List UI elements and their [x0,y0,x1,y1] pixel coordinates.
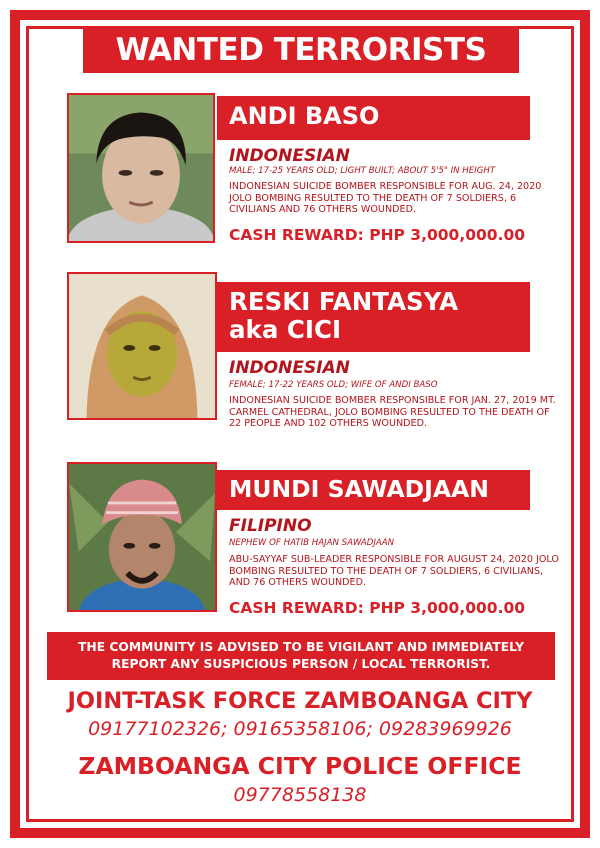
suspect-1-description: INDONESIAN SUICIDE BOMBER RESPONSIBLE FOR AUG. 24, 2020 JOLO BOMBING RESULTED TO THE DEATH OF 7 SOLDIERS, 6 CIVILIANS AND 76 OTHERS WOUNDED. [229,181,542,215]
suspect-3-details: NEPHEW OF HATIB HAJAN SAWADJAAN [229,538,395,548]
suspect-1-nationality: INDONESIAN [229,146,350,166]
suspect-2-photo [67,272,217,420]
advisory-line-1: THE COMMUNITY IS ADVISED TO BE VIGILANT AND IMMEDIATELY [78,640,524,654]
suspect-3-description: ABU-SAYYAF SUB-LEADER RESPONSIBLE FOR AUGUST 24, 2020 JOLO BOMBING RESULTED TO THE DEATH OF 7 SOLDIERS, 6 CIVILIANS, AND 76 OTHERS WOUNDED. [229,554,559,588]
agency-police-office: ZAMBOANGA CITY POLICE OFFICE [78,752,522,780]
suspect-3-reward: CASH REWARD: PHP 3,000,000.00 [229,599,526,617]
suspect-2-portrait-image [69,274,215,418]
suspect-1-details: MALE; 17-25 YEARS OLD; LIGHT BUILT; ABOUT 5'5" IN HEIGHT [229,166,496,176]
suspect-1-photo [67,93,215,243]
suspect-1-portrait-image [69,95,213,241]
advisory-line-2: REPORT ANY SUSPICIOUS PERSON / LOCAL TERRORIST. [111,657,491,671]
community-advisory-banner [47,632,555,680]
suspect-2-description: INDONESIAN SUICIDE BOMBER RESPONSIBLE FOR JAN. 27, 2019 MT. CARMEL CATHEDRAL, JOLO BOMBING RESULTED TO THE DEATH OF 22 PEOPLE AND 102 OTHERS WOUNDED. [229,395,556,429]
poster-title: WANTED TERRORISTS [83,27,519,73]
agency-1-phone-numbers: 09177102326; 09165358106; 09283969926 [88,718,512,740]
suspect-3-name: MUNDI SAWADJAAN [229,475,489,503]
suspect-2-nationality: INDONESIAN [229,358,350,378]
suspect-1-name-banner [217,96,530,140]
suspect-2-name-banner [217,282,530,352]
agency-joint-task-force: JOINT-TASK FORCE ZAMBOANGA CITY [67,688,533,714]
suspect-2-name: RESKI FANTASYA [229,287,459,316]
suspect-3-photo [67,462,217,612]
suspect-3-nationality: FILIPINO [229,516,312,536]
suspect-3-name-banner [217,470,530,510]
suspect-1-name: ANDI BASO [229,102,380,130]
suspect-3-portrait-image [69,464,215,610]
suspect-1-reward: CASH REWARD: PHP 3,000,000.00 [229,226,526,244]
suspect-2-details: FEMALE; 17-22 YEARS OLD; WIFE OF ANDI BASO [229,380,438,390]
agency-2-phone-number: 09778558138 [233,784,367,806]
suspect-2-alias: aka CICI [229,315,342,344]
